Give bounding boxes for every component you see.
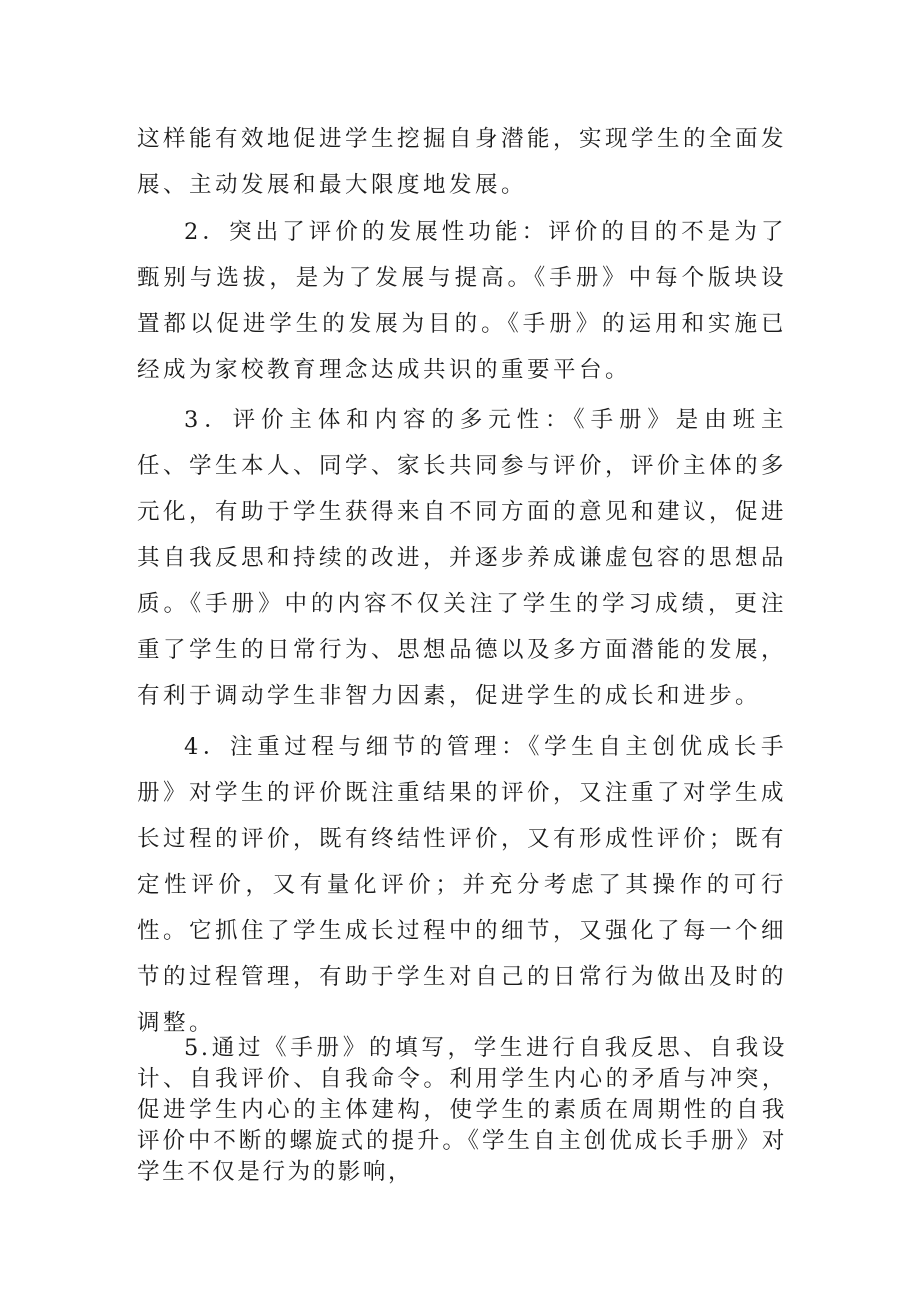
paragraph-item-2 xyxy=(137,209,787,393)
paragraph-text: 2．突出了评价的发展性功能：评价的目的不是为了甄别与选拔，是为了发展与提高。《手册》中每个版块设置都以促进学生的发展为目的。《手册》的运用和实施已经成为家校教育理念达成共识的重要平台。 xyxy=(137,219,787,383)
paragraph-text: 3．评价主体和内容的多元性：《手册》是由班主任、学生本人、同学、家长共同参与评价，评价主体的多元化，有助于学生获得来自不同方面的意见和建议，促进其自我反思和持续的改进，并逐步养成谦虚包容的思想品质。《手册》中的内容不仅关注了学生的学习成绩，更注重了学生的日常行为、思想品德以及多方面潜能的发展，有利于调动学生非智力因素，促进学生的成长和进步。 xyxy=(137,407,788,709)
paragraph-text: 这样能有效地促进学生挖掘自身潜能，实现学生的全面发展、主动发展和最大限度地发展。 xyxy=(137,126,788,198)
paragraph-item-4 xyxy=(137,724,787,1046)
paragraph-text: 5.通过《手册》的填写，学生进行自我反思、自我设计、自我评价、自我命令。利用学生内心的矛盾与冲突，促进学生内心的主体建构，使学生的素质在周期性的自我评价中不断的螺旋式的提升。《学生自主创优成长手册》对学生不仅是行为的影响， xyxy=(137,1035,787,1185)
paragraph-continuation xyxy=(137,116,787,208)
paragraph-item-3 xyxy=(137,397,787,719)
paragraph-item-5 xyxy=(137,1033,787,1188)
paragraph-text: 4．注重过程与细节的管理：《学生自主创优成长手册》对学生的评价既注重结果的评价，又注重了对学生成长过程的评价，既有终结性评价，又有形成性评价；既有定性评价，又有量化评价；并充分考虑了其操作的可行性。它抓住了学生成长过程中的细节，又强化了每一个细节的过程管理，有助于学生对自己的日常行为做出及时的调整。 xyxy=(137,734,788,1036)
